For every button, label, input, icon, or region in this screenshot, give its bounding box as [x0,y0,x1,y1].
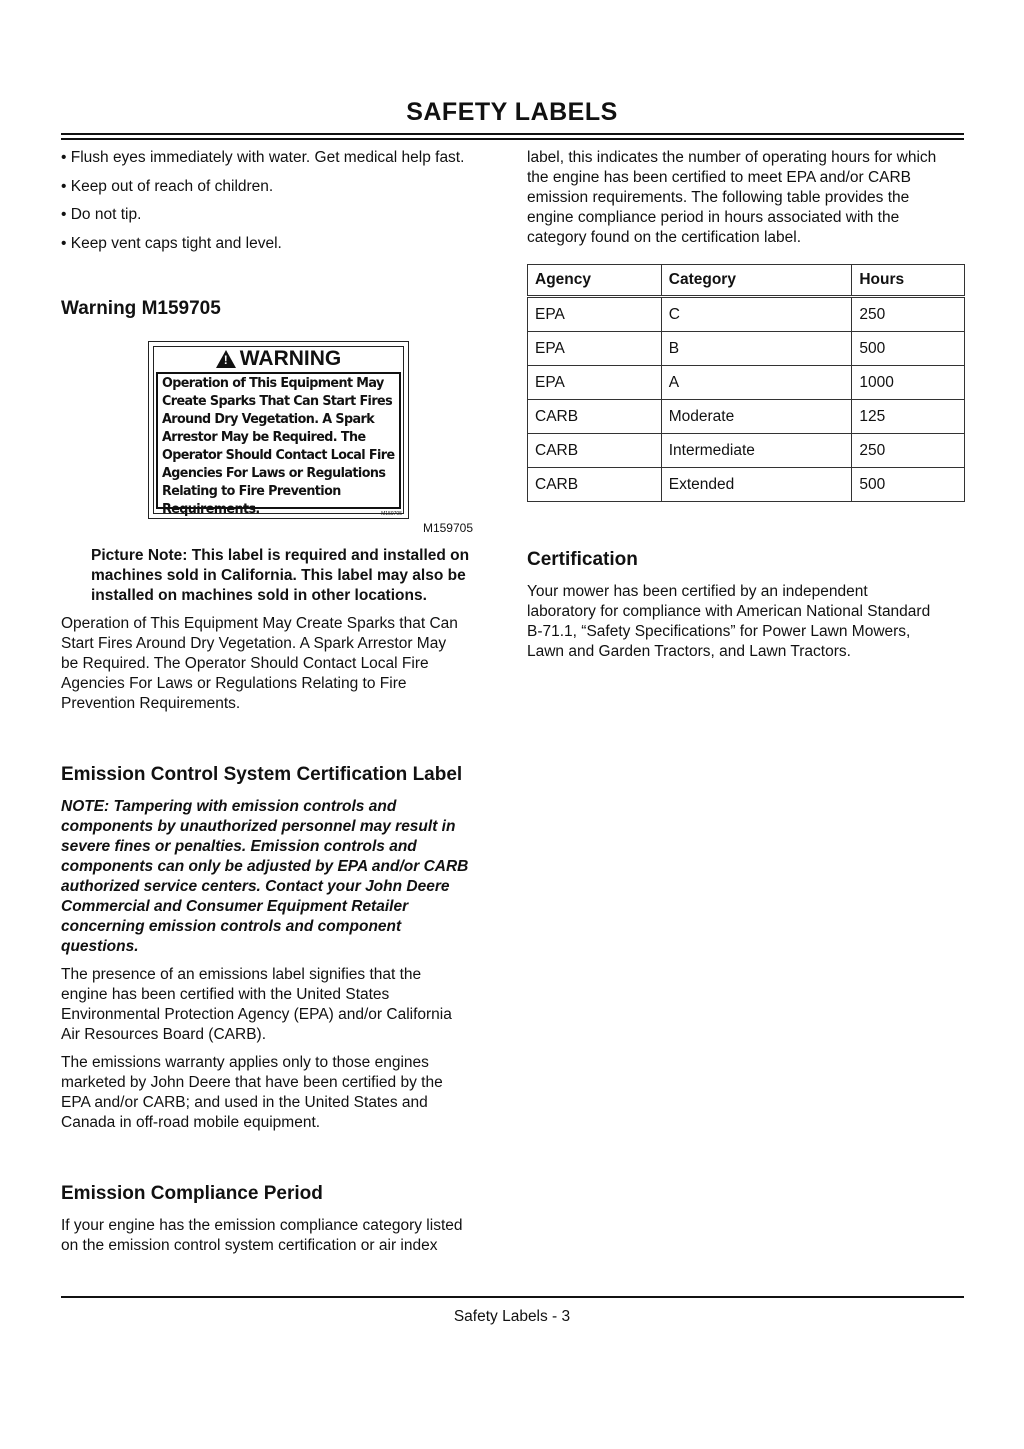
bullet-list [61,148,495,254]
compliance-paragraph: If your engine has the emission compliance category listed on the emission control system certification or air index [61,1216,463,1254]
table-cell: 1000 [852,366,965,400]
table-cell: 500 [852,468,965,502]
warning-triangle-icon: ! [216,350,236,368]
table-row [528,434,965,468]
table-header-hours: Hours [852,265,965,297]
table-cell: A [661,366,852,400]
table-cell: 250 [852,434,965,468]
figure-caption: M159705 [422,520,473,535]
table-cell: EPA [528,366,662,400]
compliance-heading: Emission Compliance Period [61,1182,323,1204]
table-header-agency: Agency [528,265,662,297]
page-title: SAFETY LABELS [406,98,618,126]
compliance-intro-paragraph: label, this indicates the number of operating hours for which the engine has been certified to meet EPA and/or CARB emission requirements. The following table provides the engine compliance period in hours associated with the category found on the certification label. [527,149,937,246]
table-cell: 500 [852,332,965,366]
table-cell: C [661,297,852,332]
left-column [61,148,495,1256]
table-cell: 250 [852,297,965,332]
emission-heading: Emission Control System Certification Label [61,763,463,785]
table-row [528,400,965,434]
table-header-category: Category [661,265,852,297]
footer-rule [61,1296,964,1298]
bullet-item: • Keep vent caps tight and level. [61,234,282,252]
warning-paragraph: Operation of This Equipment May Create Sparks that Can Start Fires Around Dry Vegetation. A Spark Arrestor May be Required. The Operator Should Contact Local Fire Agencies For Laws or Regulations Relating to Fire Prevention Requirements. [61,614,458,712]
emission-presence-paragraph: The presence of an emissions label signifies that the engine has been certified with the United States Environmental Protection Agency (EPA) and/or California Air Resources Board (CARB). [61,965,452,1043]
table-cell: CARB [528,400,662,434]
table-cell: EPA [528,332,662,366]
label-part-code: M159705 [381,510,402,517]
table-cell: EPA [528,297,662,332]
emission-warranty-paragraph: The emissions warranty applies only to those engines marketed by John Deere that have been certified by the EPA and/or CARB; and used in the United States and Canada in off-road mobile equipment. [61,1053,443,1131]
certification-heading: Certification [527,549,638,570]
warning-label-text: Operation of This Equipment May Create Sparks That Can Start Fires Around Dry Vegetation. A Spark Arrestor May be Required. The Operator Should Contact Local Fire Agencies For Laws or Regulations Relating to Fire Prevention Requirements. [156,372,401,509]
table-header-row [528,265,965,297]
warning-heading: Warning M159705 [61,297,221,319]
table-row [528,468,965,502]
bullet-item: • Do not tip. [61,206,142,223]
table-cell: 125 [852,400,965,434]
table-row [528,297,965,332]
table-cell: Extended [661,468,852,502]
picture-note: Picture Note: This label is required and installed on machines sold in California. This label may also be installed on machines sold in other locations. [91,546,470,604]
table-cell: CARB [528,468,662,502]
certification-paragraph: Your mower has been certified by an independent laboratory for compliance with American National Standard B-71.1, “Safety Specifications” for Power Lawn Mowers, Lawn and Garden Tractors, and Lawn Tractors. [527,583,931,660]
table-row [528,332,965,366]
warning-label-header: ! WARNING [154,347,403,372]
page-footer: Safety Labels - 3 [453,1308,571,1325]
header-rule-secondary [61,138,964,140]
right-column [527,148,965,662]
header-rule [61,133,964,135]
table-cell: CARB [528,434,662,468]
table-cell: Moderate [661,400,852,434]
table-cell: B [661,332,852,366]
bullet-item: • Keep out of reach of children. [61,177,274,195]
emission-note: NOTE: Tampering with emission controls and components by unauthorized personnel may result in severe fines or penalties. Emission controls and components can only be adjusted by EPA and/or CARB authorized service centers. Contact your John Deere Commercial and Consumer Equipment Retailer concerning emission controls and component questions. [61,797,469,955]
table-row [528,366,965,400]
bullet-item: • Flush eyes immediately with water. Get medical help fast. [61,149,465,166]
table-cell: Intermediate [661,434,852,468]
warning-label-image [148,341,409,519]
compliance-table [527,264,965,502]
